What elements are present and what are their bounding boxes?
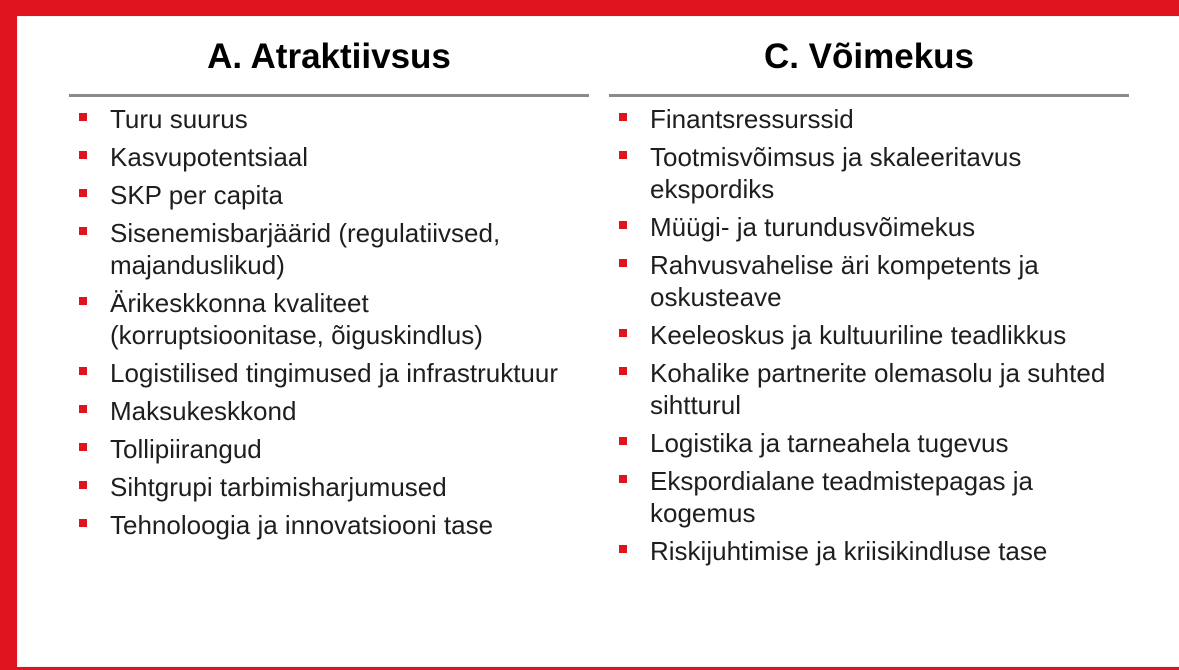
square-bullet-icon (79, 367, 87, 375)
list-item: SKP per capita (69, 179, 589, 211)
square-bullet-icon (79, 189, 87, 197)
attractiveness-column (69, 16, 589, 547)
square-bullet-icon (619, 259, 627, 267)
attractiveness-list (69, 97, 589, 541)
square-bullet-icon (79, 113, 87, 121)
list-item: Kasvupotentsiaal (69, 141, 589, 173)
capability-title: C. Võimekus (763, 36, 975, 76)
square-bullet-icon (79, 519, 87, 527)
list-item: Tootmisvõimsus ja skaleeritavus ekspordiks (609, 141, 1129, 205)
list-item: Tehnoloogia ja innovatsiooni tase (69, 509, 589, 541)
list-item: Kohalike partnerite olemasolu ja suhted sihtturul (609, 357, 1129, 421)
list-item: Keeleoskus ja kultuuriline teadlikkus (609, 319, 1129, 351)
square-bullet-icon (619, 329, 627, 337)
square-bullet-icon (619, 113, 627, 121)
attractiveness-title: A. Atraktiivsus (207, 36, 451, 76)
square-bullet-icon (619, 151, 627, 159)
list-item: Logistilised tingimused ja infrastruktuur (69, 357, 589, 389)
list-item: Logistika ja tarneahela tugevus (609, 427, 1129, 459)
list-item: Rahvusvahelise äri kompetents ja oskusteave (609, 249, 1129, 313)
list-item: Finantsressurssid (609, 103, 1129, 135)
square-bullet-icon (79, 151, 87, 159)
square-bullet-icon (79, 443, 87, 451)
list-item: Ärikeskkonna kvaliteet (korruptsioonitase, õiguskindlus) (69, 287, 589, 351)
list-item: Sisenemisbarjäärid (regulatiivsed, majanduslikud) (69, 217, 589, 281)
list-item: Tollipiirangud (69, 433, 589, 465)
square-bullet-icon (79, 405, 87, 413)
list-item: Maksukeskkond (69, 395, 589, 427)
capability-list (609, 97, 1129, 567)
list-item: Sihtgrupi tarbimisharjumused (69, 471, 589, 503)
list-item: Müügi- ja turundusvõimekus (609, 211, 1129, 243)
square-bullet-icon (619, 437, 627, 445)
square-bullet-icon (619, 221, 627, 229)
capability-column (609, 16, 1129, 573)
square-bullet-icon (619, 475, 627, 483)
list-item: Turu suurus (69, 103, 589, 135)
square-bullet-icon (619, 545, 627, 553)
square-bullet-icon (79, 227, 87, 235)
slide-panel (17, 16, 1179, 667)
list-item: Ekspordialane teadmistepagas ja kogemus (609, 465, 1129, 529)
square-bullet-icon (79, 481, 87, 489)
list-item: Riskijuhtimise ja kriisikindluse tase (609, 535, 1129, 567)
square-bullet-icon (79, 297, 87, 305)
square-bullet-icon (619, 367, 627, 375)
